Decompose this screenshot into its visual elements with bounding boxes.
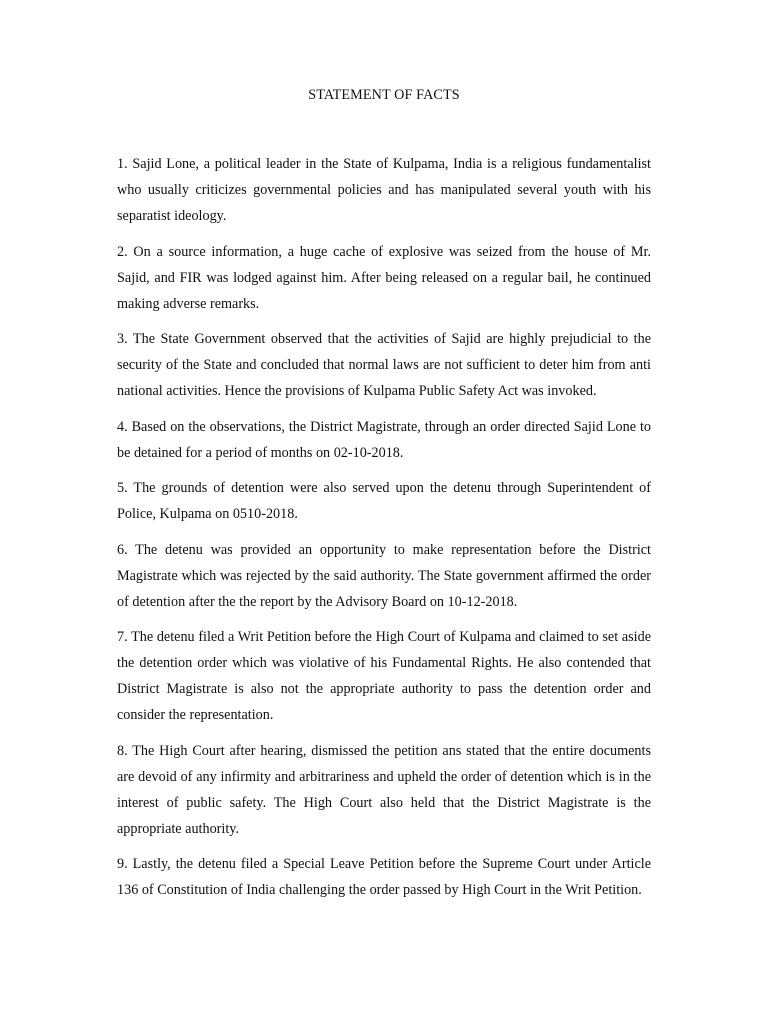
paragraph-2: 2. On a source information, a huge cache of explosive was seized from the house of Mr. Sajid, and FIR was lodged against him. After being released on a regular bail, he continued making adverse remarks. xyxy=(117,243,651,312)
paragraph-6: 6. The detenu was provided an opportunity to make representation before the District Magistrate which was rejected by the said authority. The State government affirmed the order of detention after the the report by the Advisory Board on 10-12-2018. xyxy=(117,541,651,610)
paragraph-7: 7. The detenu filed a Writ Petition before the High Court of Kulpama and claimed to set aside the detention order which was violative of his Fundamental Rights. He also contended that District Magistrate is also not the appropriate authority to pass the detention order and consider the representation. xyxy=(117,629,651,723)
paragraph-9: 9. Lastly, the detenu filed a Special Leave Petition before the Supreme Court under Article 136 of Constitution of India challenging the order passed by High Court in the Writ Petition. xyxy=(117,856,651,898)
document-title: STATEMENT OF FACTS xyxy=(308,87,460,103)
document-body xyxy=(117,151,651,913)
paragraph-5: 5. The grounds of detention were also served upon the detenu through Superintendent of Police, Kulpama on 0510-2018. xyxy=(117,480,651,522)
paragraph-3: 3. The State Government observed that the activities of Sajid are highly prejudicial to the security of the State and concluded that normal laws are not sufficient to deter him from anti national activities. Hence the provisions of Kulpama Public Safety Act was invoked. xyxy=(117,331,651,399)
paragraph-1: 1. Sajid Lone, a political leader in the State of Kulpama, India is a religious fundamentalist who usually criticizes governmental policies and has manipulated several youth with his separatist ideology. xyxy=(117,156,651,224)
paragraph-4: 4. Based on the observations, the District Magistrate, through an order directed Sajid Lone to be detained for a period of months on 02-10-2018. xyxy=(117,418,651,461)
paragraph-8: 8. The High Court after hearing, dismissed the petition ans stated that the entire documents are devoid of any infirmity and arbitrariness and upheld the order of detention which is in the interest of public safety. The High Court also held that the District Magistrate is the appropriate authority. xyxy=(117,742,651,837)
